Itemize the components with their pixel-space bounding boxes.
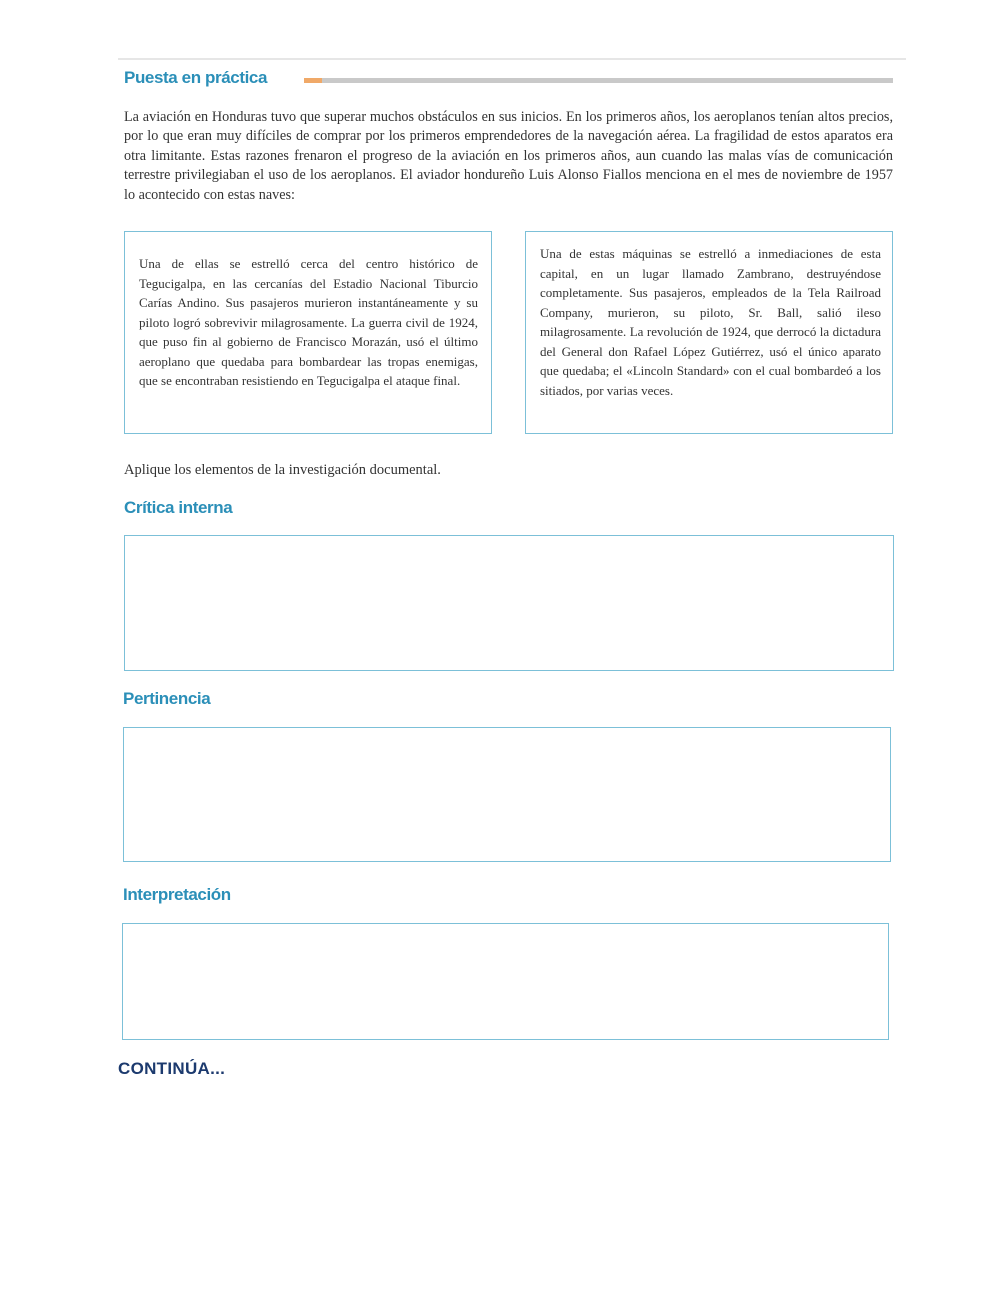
title-rule bbox=[322, 78, 893, 83]
answer-box-interpretacion[interactable] bbox=[122, 923, 889, 1040]
quote-box-right bbox=[525, 231, 893, 434]
accent-bar bbox=[304, 78, 322, 83]
section-title-puesta: Puesta en práctica bbox=[124, 68, 268, 87]
continua-label: CONTINÚA... bbox=[118, 1059, 226, 1078]
section-title-interpretacion: Interpretación bbox=[123, 885, 231, 904]
intro-paragraph: La aviación en Honduras tuvo que superar muchos obstáculos en sus inicios. En los primeros años, los aeroplanos tenían altos precios, por lo que eran muy difíciles de comprar por los primeros emprendedores de la navegación aérea. La fragilidad de estos aparatos era otra limitante. Estas razones frenaron el progreso de la aviación en los primeros años, aun cuando las malas vías de comunicación terrestre privilegiaban el uso de los aeroplanos. El aviador hondureño Luis Alonso Fiallos menciona en el mes de noviembre de 1957 lo acontecido con estas naves: bbox=[124, 109, 893, 203]
top-divider bbox=[118, 58, 906, 60]
quote-box-left bbox=[124, 231, 492, 434]
answer-box-pertinencia[interactable] bbox=[123, 727, 891, 862]
quote-text-left: Una de ellas se estrelló cerca del centro histórico de Tegucigalpa, en las cercanías del Estadio Nacional Tiburcio Carías Andino. Sus pasajeros murieron instantáneamente y su piloto logró sobrevivir milagrosamente. La guerra civil de 1924, que puso fin al gobierno de Francisco Morazán, usó el último aeroplano que quedaba para bombardear las tropas enemigas, que se encontraban resistiendo en Tegucigalpa el ataque final. bbox=[139, 256, 478, 388]
section-title-critica: Crítica interna bbox=[124, 498, 233, 517]
instruction-text: Aplique los elementos de la investigación documental. bbox=[124, 462, 441, 478]
quote-text-right: Una de estas máquinas se estrelló a inmediaciones de esta capital, en un lugar llamado Zambrano, destruyéndose completamente. Sus pasajeros, empleados de la Tela Railroad Company, murieron, su piloto, Sr. Ball, salió ileso milagrosamente. La revolución de 1924, que derrocó la dictadura del General don Rafael López Gutiérrez, usó el único aparato que quedaba; el «Lincoln Standard» con el cual bombardeó a los sitiados, por varias veces. bbox=[540, 246, 881, 398]
answer-box-critica-interna[interactable] bbox=[124, 535, 894, 671]
section-title-pertinencia: Pertinencia bbox=[123, 689, 211, 708]
